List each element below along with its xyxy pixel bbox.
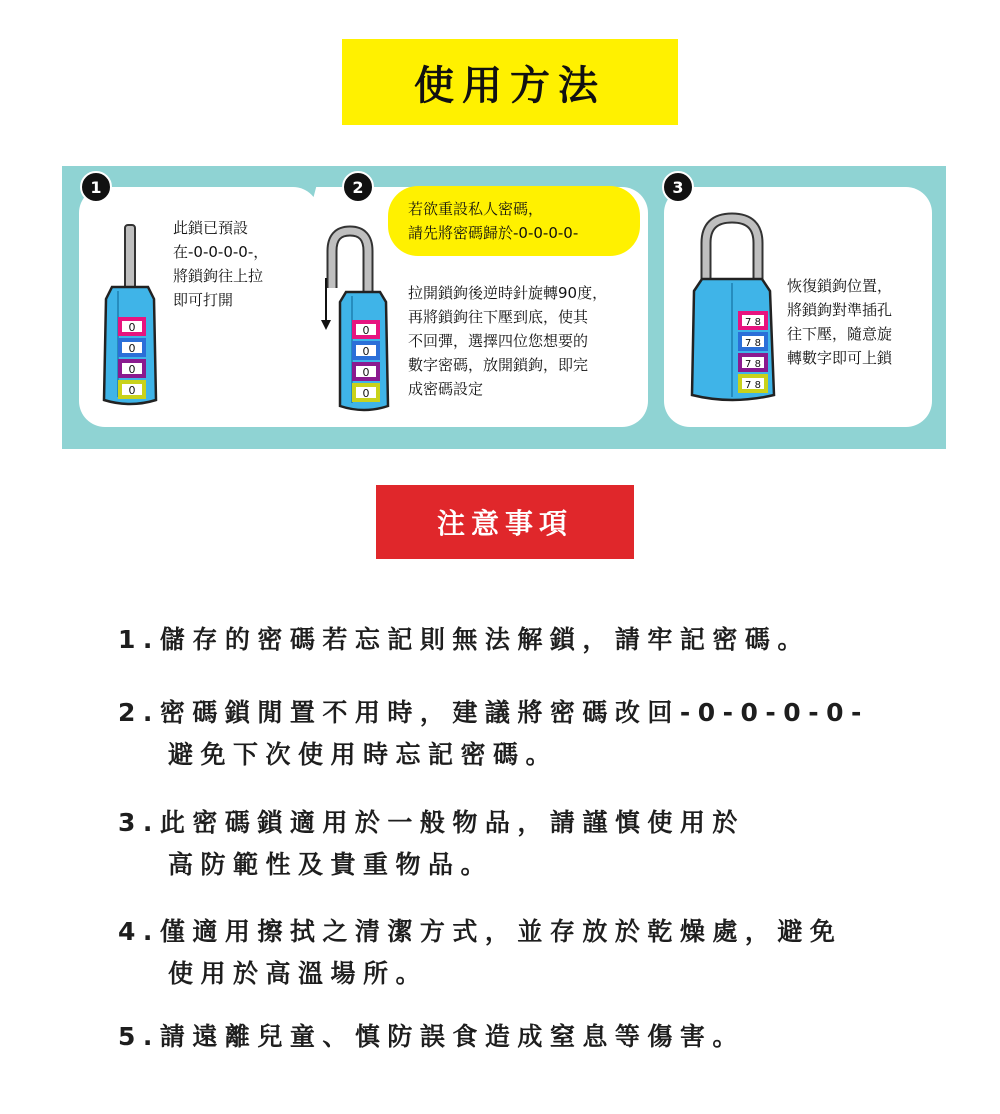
lock1-dial-3: 0 xyxy=(128,363,136,376)
notice-item-3-line1: 3.此密碼鎖適用於一般物品，請謹慎使用於 xyxy=(118,808,745,837)
lock1-dial-2: 0 xyxy=(128,342,136,355)
step-2-text: 拉開鎖鉤後逆時針旋轉90度， 再將鎖鉤往下壓到底，使其 不回彈，選擇四位您想要的 數字密碼，放開鎖鉤，即完 成密碼設定 xyxy=(408,284,608,398)
notice-item-4-line2: 使用於高溫場所。 xyxy=(168,959,429,988)
lock-open-icon xyxy=(100,225,160,410)
lock2-dial-3: 0 xyxy=(362,366,370,379)
lock-closed-icon xyxy=(690,213,780,408)
lock2-dial-2: 0 xyxy=(362,345,370,358)
lock2-dial-1: 0 xyxy=(362,324,370,337)
lock2-dial-4: 0 xyxy=(362,387,370,400)
notice-item-2 xyxy=(118,692,869,776)
notice-item-5-line: 5.請遠離兒童、慎防誤食造成窒息等傷害。 xyxy=(118,1022,745,1051)
step-2-note: 若欲重設私人密碼， 請先將密碼歸於-0-0-0-0- xyxy=(408,200,579,242)
step-3-text: 恢復鎖鉤位置， 將鎖鉤對準插孔 往下壓，隨意旋 轉數字即可上鎖 xyxy=(787,277,893,367)
step-3-number: 3 xyxy=(662,171,694,203)
step-1-text: 此鎖已預設 在-0-0-0-0-， 將鎖鉤往上拉 即可打開 xyxy=(173,219,269,309)
usage-title: 使用方法 xyxy=(342,39,678,125)
step-2-number: 2 xyxy=(342,171,374,203)
lock3-dial-2: 7 8 xyxy=(745,338,761,349)
notice-item-2-line1: 2.密碼鎖閒置不用時，建議將密碼改回-0-0-0-0- xyxy=(118,698,869,727)
notice-title: 注意事項 xyxy=(376,485,634,559)
notice-item-2-line2: 避免下次使用時忘記密碼。 xyxy=(168,740,559,769)
lock3-dial-4: 7 8 xyxy=(745,380,761,391)
notice-item-4 xyxy=(118,911,842,995)
lock-rotated-icon xyxy=(318,226,393,416)
lock3-dial-1: 7 8 xyxy=(745,317,761,328)
lock3-dial-3: 7 8 xyxy=(745,359,761,370)
notice-item-5 xyxy=(118,1016,745,1058)
lock1-dial-4: 0 xyxy=(128,384,136,397)
notice-item-3 xyxy=(118,802,745,886)
step-1-number: 1 xyxy=(80,171,112,203)
notice-item-3-line2: 高防範性及貴重物品。 xyxy=(168,850,494,879)
notice-item-1 xyxy=(118,619,810,661)
lock1-dial-1: 0 xyxy=(128,321,136,334)
notice-item-4-line1: 4.僅適用擦拭之清潔方式，並存放於乾燥處，避免 xyxy=(118,917,843,946)
notice-item-1-line: 1.儲存的密碼若忘記則無法解鎖，請牢記密碼。 xyxy=(118,625,810,654)
